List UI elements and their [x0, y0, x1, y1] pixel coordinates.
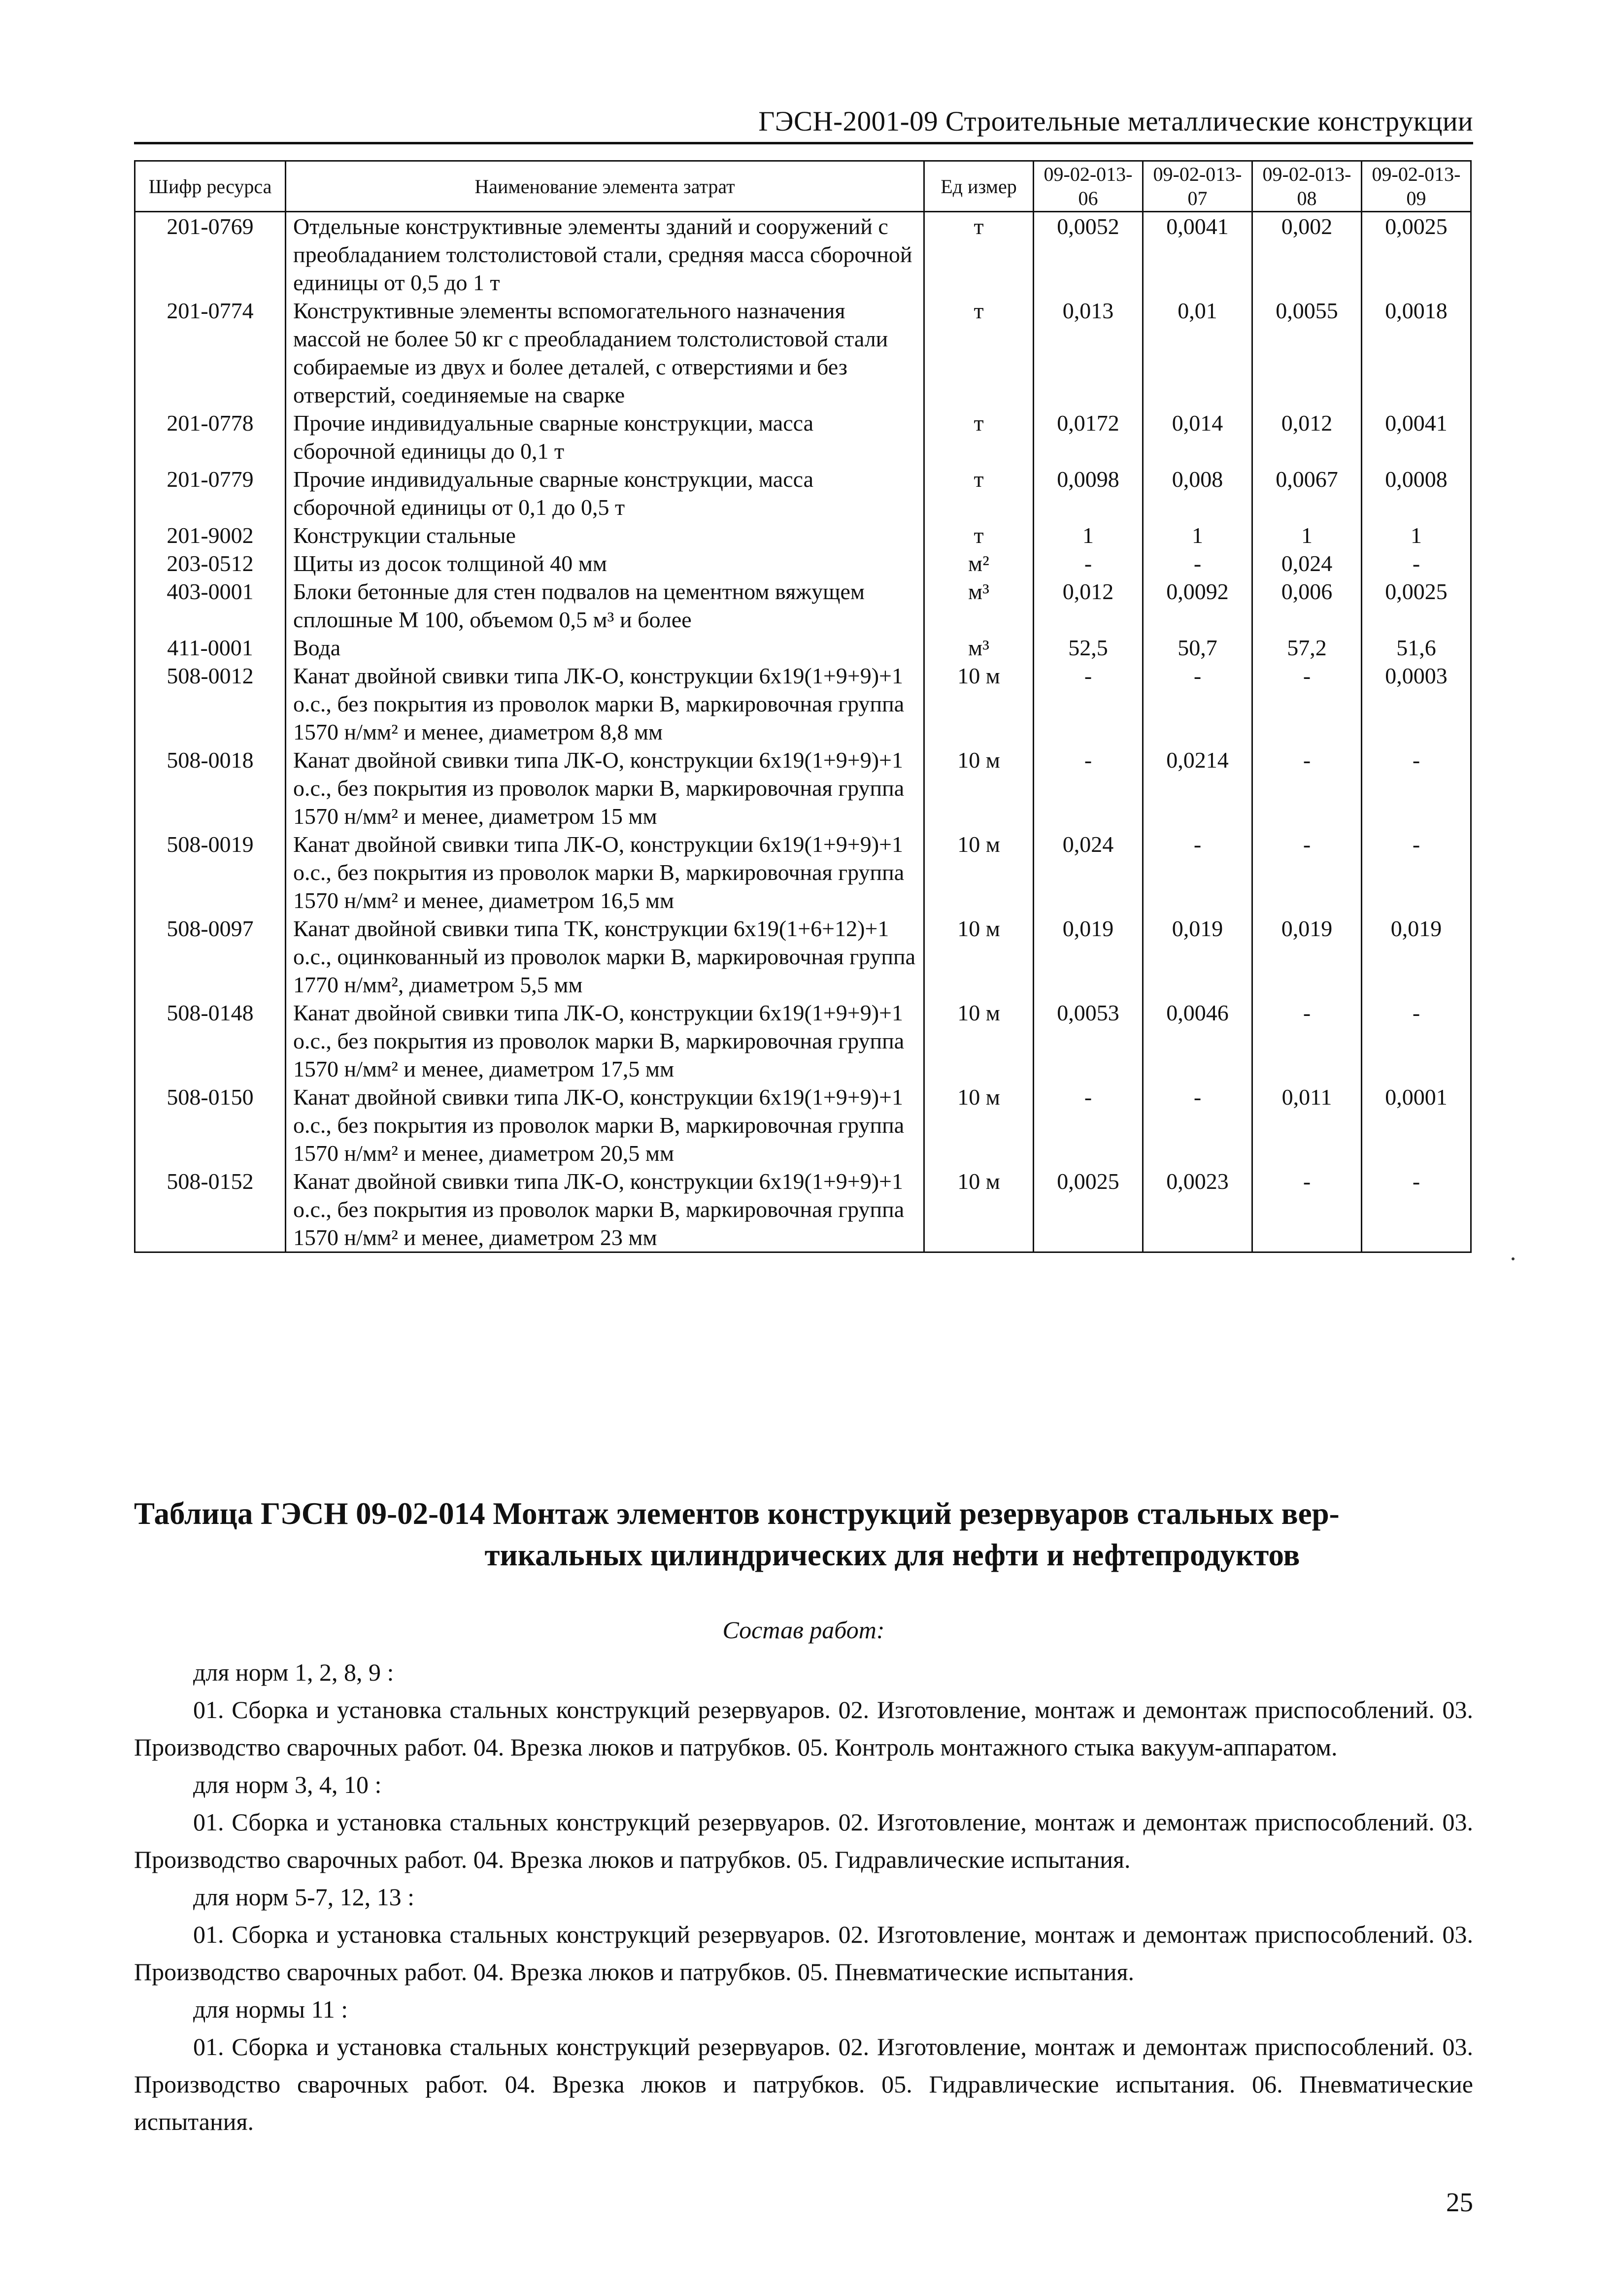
row-value: 0,0053 [1034, 999, 1143, 1083]
row-value: 51,6 [1362, 634, 1471, 662]
table-row [135, 999, 1471, 1083]
row-value: 0,0046 [1143, 999, 1252, 1083]
header-col-2: 09-02-013-07 [1143, 161, 1252, 212]
row-code: 201-9002 [135, 521, 286, 549]
row-code: 508-0012 [135, 662, 286, 746]
row-unit: 10 м [924, 999, 1034, 1083]
row-code: 411-0001 [135, 634, 286, 662]
row-code: 508-0150 [135, 1083, 286, 1167]
norm-group-text: 01. Сборка и установка стальных конструкций резервуаров. 02. Изготовление, монтаж и демонтаж приспособлений. 03. Производство сварочных работ. 04. Врезка люков и патрубков. 05. Пневматические испытания. [134, 1921, 1473, 1986]
row-value: 0,013 [1034, 297, 1143, 409]
row-value: 0,0041 [1143, 212, 1252, 297]
row-unit: м³ [924, 577, 1034, 634]
row-name: Канат двойной свивки типа ЛК-О, конструкции 6х19(1+9+9)+1 о.с., без покрытия из проволок марки В, маркировочная группа 1570 н/мм² и менее, диаметром 17,5 мм [286, 999, 924, 1083]
section-title [134, 1493, 1473, 1576]
row-code: 201-0778 [135, 409, 286, 465]
row-value: 1 [1362, 521, 1471, 549]
row-name: Прочие индивидуальные сварные конструкции, масса сборочной единицы от 0,1 до 0,5 т [286, 465, 924, 521]
row-value: 0,0025 [1034, 1167, 1143, 1252]
norm-group-label: для норм 3, 4, 10 : [193, 1771, 382, 1798]
norm-group-text: 01. Сборка и установка стальных конструкций резервуаров. 02. Изготовление, монтаж и демонтаж приспособлений. 03. Производство сварочных работ. 04. Врезка люков и патрубков. 05. Гидравлические испытания. 06. Пневматические испытания. [134, 2033, 1473, 2135]
row-value: - [1034, 662, 1143, 746]
row-value: 0,019 [1034, 914, 1143, 999]
row-value: 0,008 [1143, 465, 1252, 521]
table-row [135, 1167, 1471, 1252]
section-title-line-2: тикальных цилиндрических для нефти и нефтепродуктов [484, 1538, 1300, 1572]
row-value: 0,002 [1252, 212, 1362, 297]
row-value: 57,2 [1252, 634, 1362, 662]
row-unit: т [924, 521, 1034, 549]
row-value: 0,01 [1143, 297, 1252, 409]
row-value: - [1034, 1083, 1143, 1167]
row-value: 0,0023 [1143, 1167, 1252, 1252]
row-value: 0,0052 [1034, 212, 1143, 297]
works-title: Состав работ: [722, 1616, 885, 1644]
row-name: Канат двойной свивки типа ЛК-О, конструкции 6х19(1+9+9)+1 о.с., без покрытия из проволок марки В, маркировочная группа 1570 н/мм² и менее, диаметром 23 мм [286, 1167, 924, 1252]
row-value: 0,0008 [1362, 465, 1471, 521]
table-row [135, 1083, 1471, 1167]
row-value: 0,012 [1252, 409, 1362, 465]
row-unit: 10 м [924, 830, 1034, 914]
norm-group-text: 01. Сборка и установка стальных конструкций резервуаров. 02. Изготовление, монтаж и демонтаж приспособлений. 03. Производство сварочных работ. 04. Врезка люков и патрубков. 05. Контроль монтажного стыка вакуум-аппаратом. [134, 1696, 1473, 1761]
row-unit: 10 м [924, 746, 1034, 830]
table-row [135, 212, 1471, 297]
row-code: 201-0769 [135, 212, 286, 297]
table-row [135, 549, 1471, 577]
table-header-row [135, 161, 1471, 212]
row-value: 0,0001 [1362, 1083, 1471, 1167]
row-value: 0,011 [1252, 1083, 1362, 1167]
table-row [135, 521, 1471, 549]
table-row [135, 830, 1471, 914]
row-name: Конструкции стальные [286, 521, 924, 549]
row-value: 0,0041 [1362, 409, 1471, 465]
row-value: - [1362, 549, 1471, 577]
row-value: - [1252, 830, 1362, 914]
row-name: Прочие индивидуальные сварные конструкции, масса сборочной единицы до 0,1 т [286, 409, 924, 465]
row-value: - [1143, 1083, 1252, 1167]
row-value: - [1362, 1167, 1471, 1252]
row-value: 0,019 [1143, 914, 1252, 999]
row-name: Конструктивные элементы вспомогательного назначения массой не более 50 кг с преобладанием толстолистовой стали собираемые из двух и более деталей, с отверстиями и без отверстий, соединяемые на сварке [286, 297, 924, 409]
row-value: 0,006 [1252, 577, 1362, 634]
header-code: Шифр ресурса [135, 161, 286, 212]
row-value: 0,024 [1034, 830, 1143, 914]
row-value: 0,019 [1362, 914, 1471, 999]
norm-group-text: 01. Сборка и установка стальных конструкций резервуаров. 02. Изготовление, монтаж и демонтаж приспособлений. 03. Производство сварочных работ. 04. Врезка люков и патрубков. 05. Гидравлические испытания. [134, 1808, 1473, 1873]
row-value: 0,0018 [1362, 297, 1471, 409]
row-name: Канат двойной свивки типа ЛК-О, конструкции 6х19(1+9+9)+1 о.с., без покрытия из проволок марки В, маркировочная группа 1570 н/мм² и менее, диаметром 16,5 мм [286, 830, 924, 914]
table-row [135, 662, 1471, 746]
row-code: 201-0774 [135, 297, 286, 409]
row-name: Блоки бетонные для стен подвалов на цементном вяжущем сплошные М 100, объемом 0,5 м³ и более [286, 577, 924, 634]
table-row [135, 577, 1471, 634]
row-value: - [1252, 662, 1362, 746]
norm-group-label: для нормы 11 : [193, 1995, 348, 2023]
header-col-1: 09-02-013-06 [1034, 161, 1143, 212]
row-value: - [1252, 746, 1362, 830]
row-code: 508-0018 [135, 746, 286, 830]
row-value: - [1362, 999, 1471, 1083]
row-name: Канат двойной свивки типа ЛК-О, конструкции 6х19(1+9+9)+1 о.с., без покрытия из проволок марки В, маркировочная группа 1570 н/мм² и менее, диаметром 20,5 мм [286, 1083, 924, 1167]
page-number: 25 [1446, 2187, 1473, 2217]
row-value: 0,0025 [1362, 212, 1471, 297]
table-row [135, 914, 1471, 999]
row-name: Канат двойной свивки типа ТК, конструкции 6х19(1+6+12)+1 о.с., оцинкованный из проволок марки В, маркировочная группа 1770 н/мм², диаметром 5,5 мм [286, 914, 924, 999]
row-value: 0,0214 [1143, 746, 1252, 830]
row-unit: т [924, 212, 1034, 297]
row-name: Канат двойной свивки типа ЛК-О, конструкции 6х19(1+9+9)+1 о.с., без покрытия из проволок марки В, маркировочная группа 1570 н/мм² и менее, диаметром 8,8 мм [286, 662, 924, 746]
row-value: 0,0003 [1362, 662, 1471, 746]
row-value: - [1143, 549, 1252, 577]
row-value: 0,024 [1252, 549, 1362, 577]
running-header: ГЭСН-2001-09 Строительные металлические конструкции [758, 106, 1473, 137]
row-value: 50,7 [1143, 634, 1252, 662]
row-value: 0,0025 [1362, 577, 1471, 634]
row-value: - [1143, 830, 1252, 914]
row-value: 1 [1143, 521, 1252, 549]
row-unit: 10 м [924, 1167, 1034, 1252]
row-code: 508-0148 [135, 999, 286, 1083]
row-code: 508-0097 [135, 914, 286, 999]
row-unit: 10 м [924, 662, 1034, 746]
row-name: Щиты из досок толщиной 40 мм [286, 549, 924, 577]
row-code: 201-0779 [135, 465, 286, 521]
row-value: - [1034, 746, 1143, 830]
row-value: - [1143, 662, 1252, 746]
row-code: 203-0512 [135, 549, 286, 577]
row-value: - [1362, 746, 1471, 830]
table-row [135, 746, 1471, 830]
table-row [135, 409, 1471, 465]
table-row [135, 465, 1471, 521]
section-title-line-1: Таблица ГЭСН 09-02-014 Монтаж элементов конструкций резервуаров стальных вер- [134, 1496, 1340, 1531]
scan-artifact-dot [1512, 1257, 1515, 1260]
row-unit: 10 м [924, 914, 1034, 999]
row-value: 0,0067 [1252, 465, 1362, 521]
row-value: 0,0092 [1143, 577, 1252, 634]
row-value: - [1252, 1167, 1362, 1252]
header-name: Наименование элемента затрат [286, 161, 924, 212]
row-unit: т [924, 409, 1034, 465]
row-unit: м³ [924, 634, 1034, 662]
row-value: 0,014 [1143, 409, 1252, 465]
row-code: 403-0001 [135, 577, 286, 634]
row-value: 0,0172 [1034, 409, 1143, 465]
row-value: 0,012 [1034, 577, 1143, 634]
row-value: 0,019 [1252, 914, 1362, 999]
row-value: - [1034, 549, 1143, 577]
works-composition [134, 1611, 1473, 2140]
table-row [135, 297, 1471, 409]
row-code: 508-0152 [135, 1167, 286, 1252]
row-unit: т [924, 297, 1034, 409]
resources-table [134, 160, 1472, 1253]
row-unit: 10 м [924, 1083, 1034, 1167]
table-row [135, 634, 1471, 662]
row-code: 508-0019 [135, 830, 286, 914]
header-col-4: 09-02-013-09 [1362, 161, 1471, 212]
header-col-3: 09-02-013-08 [1252, 161, 1362, 212]
row-value: - [1252, 999, 1362, 1083]
row-name: Отдельные конструктивные элементы зданий и сооружений с преобладанием толстолистовой стали, средняя масса сборочной единицы от 0,5 до 1 т [286, 212, 924, 297]
header-rule [134, 142, 1473, 144]
row-name: Вода [286, 634, 924, 662]
row-value: 52,5 [1034, 634, 1143, 662]
row-unit: м² [924, 549, 1034, 577]
row-name: Канат двойной свивки типа ЛК-О, конструкции 6х19(1+9+9)+1 о.с., без покрытия из проволок марки В, маркировочная группа 1570 н/мм² и менее, диаметром 15 мм [286, 746, 924, 830]
row-value: 0,0055 [1252, 297, 1362, 409]
norm-group-label: для норм 5-7, 12, 13 : [193, 1883, 415, 1911]
row-value: 1 [1034, 521, 1143, 549]
row-unit: т [924, 465, 1034, 521]
row-value: 1 [1252, 521, 1362, 549]
row-value: 0,0098 [1034, 465, 1143, 521]
norm-group-label: для норм 1, 2, 8, 9 : [193, 1658, 394, 1686]
header-unit: Ед измер [924, 161, 1034, 212]
row-value: - [1362, 830, 1471, 914]
